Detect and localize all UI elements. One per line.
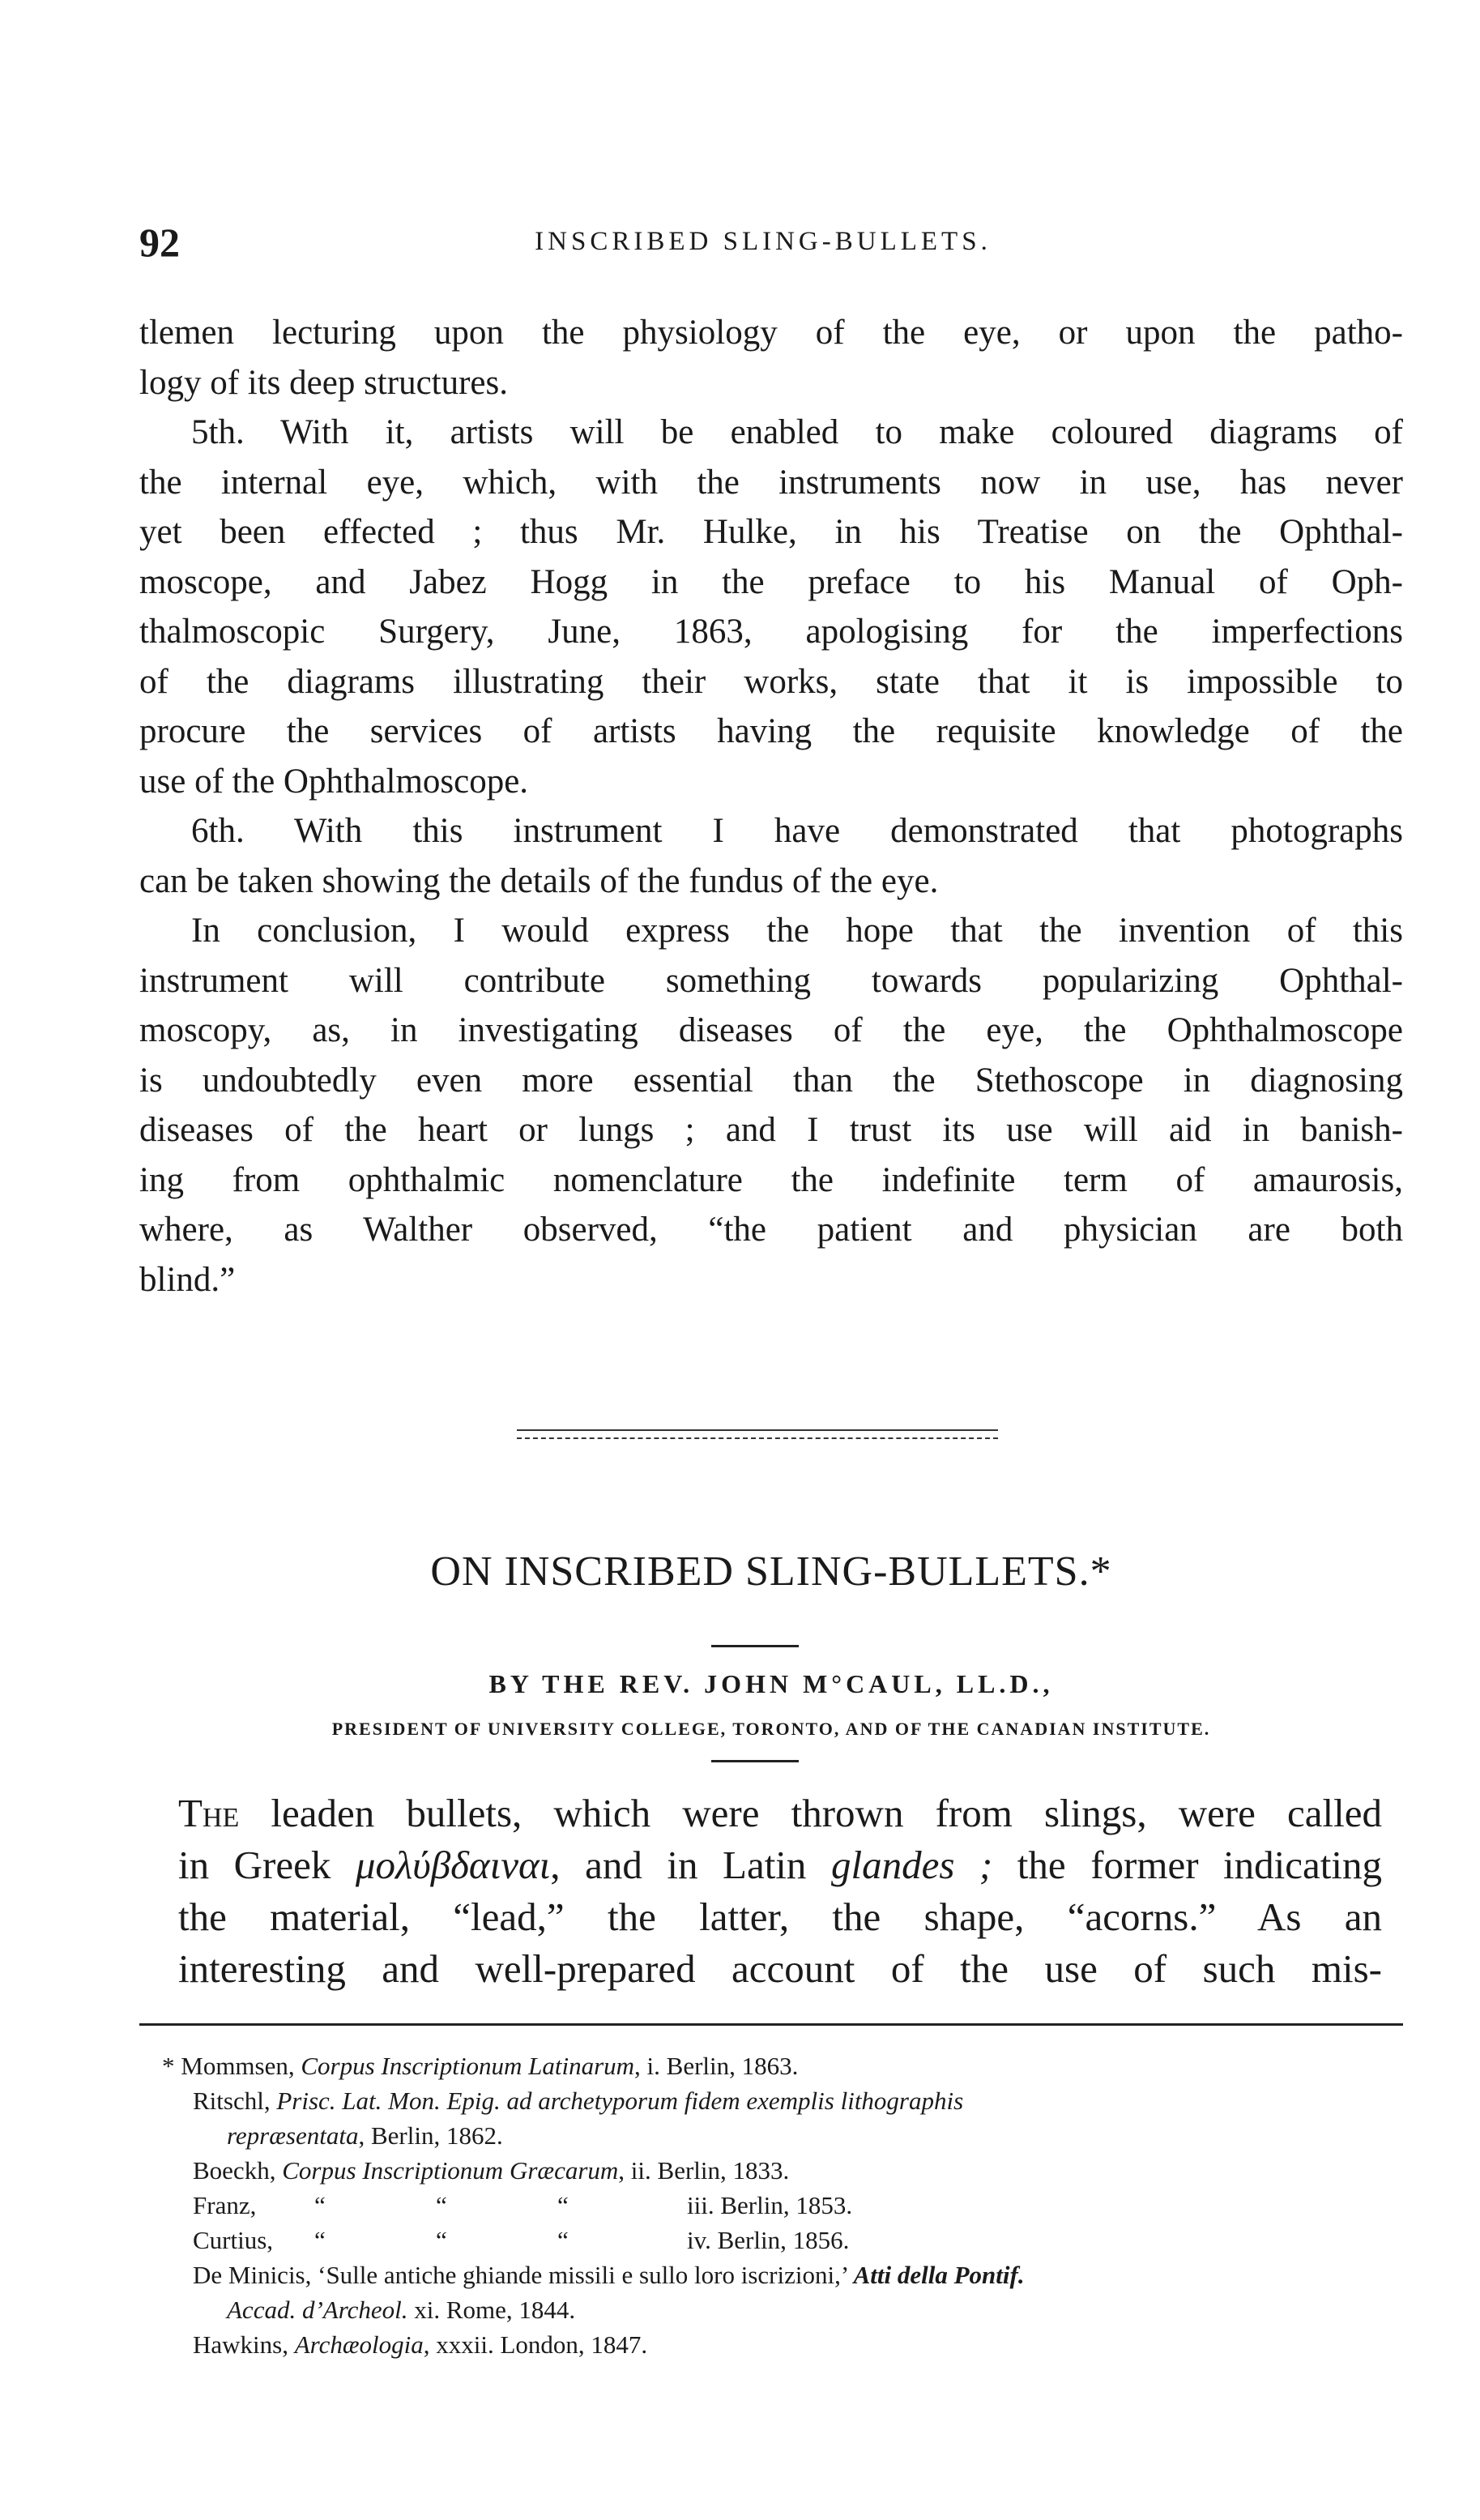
greek-term: μολύβδαιναι [355,1843,551,1887]
footnote-line [162,2223,1393,2257]
body-line: instrument will contribute something towards popularizing Ophthal- [139,961,1403,1000]
fn-title: Atti della Pontif. [853,2261,1025,2289]
fn-text: , i. Berlin, 1863. [634,2052,799,2080]
body-line: moscope, and Jabez Hogg in the preface to his Manual of Oph- [139,562,1403,601]
body-line: tlemen lecturing upon the physiology of the eye, or upon the patho- [139,314,1403,352]
body-line: yet been effected ; thus Mr. Hulke, in his Treatise on the Ophthal- [139,513,1403,551]
fn-text: , Berlin, 1862. [358,2121,503,2150]
fn-title: Prisc. Lat. Mon. Epig. ad archetyporum fidem exemplis lithographis [276,2086,964,2115]
footnote-line [162,2083,1393,2118]
article-body [178,1787,1382,1995]
body-line: blind.” [139,1260,236,1299]
footnote-line [162,2257,1393,2292]
footnote-line [162,2118,1393,2153]
article-line [178,1787,1382,1839]
footnote-rule [139,2023,1403,2026]
body-line: is undoubtedly even more essential than the Stethoscope in diagnosing [139,1061,1403,1100]
body-line: In conclusion, I would express the hope that the invention of this [191,912,1403,950]
article-text: in Greek [178,1843,356,1887]
article-line: the material, “lead,” the latter, the shape, “acorns.” As an [178,1894,1382,1939]
body-line: use of the Ophthalmoscope. [139,762,529,801]
section-divider [517,1428,998,1441]
fn-text: iv. Berlin, 1856. [687,2226,850,2254]
footnote-line [162,2188,1393,2223]
ditto-mark: “ [314,2226,326,2254]
fn-text: , ii. Berlin, 1833. [618,2156,790,2185]
article-text: the former indicating [992,1843,1382,1887]
divider-rule-lower [517,1437,998,1439]
body-line: diseases of the heart or lungs ; and I trust its use will aid in banish- [139,1111,1403,1149]
article-text: , and in Latin [550,1843,831,1887]
footnote-line [162,2327,1393,2362]
body-line: where, as Walther observed, “the patient and physician are both [139,1211,1403,1249]
footnote-line [162,2292,1393,2327]
running-title: INSCRIBED SLING-BULLETS. [535,227,992,256]
title-rule [711,1645,799,1647]
body-line: thalmoscopic Surgery, June, 1863, apologising for the imperfections [139,613,1403,651]
body-text [139,308,1403,1305]
fn-text: Hawkins, [193,2330,295,2359]
article-text: leaden bullets, which were thrown from slings, were called [239,1791,1382,1835]
body-line: procure the services of artists having the requisite knowledge of the [139,712,1403,750]
ditto-mark: “ [436,2191,447,2219]
body-line: ing from ophthalmic nomenclature the indefinite term of amaurosis, [139,1160,1403,1199]
article-title: ON INSCRIBED SLING-BULLETS.* [430,1548,1112,1595]
fn-title: Accad. d’Archeol. [227,2296,408,2324]
fn-text: Ritschl, [193,2086,277,2115]
body-line: moscopy, as, in investigating diseases of the eye, the Ophthalmoscope [139,1011,1403,1049]
fn-title: Archæologia [294,2330,424,2359]
body-line: can be taken showing the details of the fundus of the eye. [139,861,939,900]
byline-rule [711,1760,799,1762]
page-number: 92 [139,220,180,265]
fn-text: Boeckh, [193,2156,283,2185]
body-line: 5th. With it, artists will be enabled to make coloured diagrams of [191,413,1403,451]
footnotes [162,2048,1393,2362]
fn-text: De Minicis, ‘Sulle antiche ghiande missili e sullo loro iscrizioni,’ [193,2261,854,2289]
latin-term: glandes ; [830,1843,993,1887]
article-line [178,1839,1382,1891]
lead-word: The [178,1791,240,1835]
ditto-mark: “ [557,2191,569,2219]
ditto-mark: “ [436,2226,447,2254]
author-byline: BY THE REV. JOHN M°CAUL, LL.D., [488,1669,1054,1698]
body-line: of the diagrams illustrating their works, state that it is impossible to [139,662,1403,701]
body-line: the internal eye, which, with the instruments now in use, has never [139,463,1403,502]
body-line: logy of its deep structures. [139,363,508,402]
running-head [139,219,1387,267]
fn-text: , xxxii. London, 1847. [423,2330,648,2359]
fn-text: iii. Berlin, 1853. [687,2191,853,2219]
fn-title: Corpus Inscriptionum Græcarum [282,2156,619,2185]
footnote-line [162,2048,1393,2083]
fn-text: Curtius, [193,2226,274,2254]
fn-text: * Mommsen, [162,2052,301,2080]
article-line: interesting and well-prepared account of the use of such mis- [178,1946,1382,1991]
ditto-mark: “ [557,2226,569,2254]
ditto-mark: “ [314,2191,326,2219]
fn-text: xi. Rome, 1844. [407,2296,576,2324]
author-affiliation: PRESIDENT OF UNIVERSITY COLLEGE, TORONTO, AND OF THE CANADIAN INSTITUTE. [331,1719,1211,1739]
fn-title: repræsentata [227,2121,359,2150]
fn-text: Franz, [193,2191,257,2219]
fn-title: Corpus Inscriptionum Latinarum [301,2052,635,2080]
divider-rule-upper [517,1429,998,1431]
footnote-line [162,2153,1393,2188]
body-line: 6th. With this instrument I have demonstrated that photographs [191,812,1403,850]
